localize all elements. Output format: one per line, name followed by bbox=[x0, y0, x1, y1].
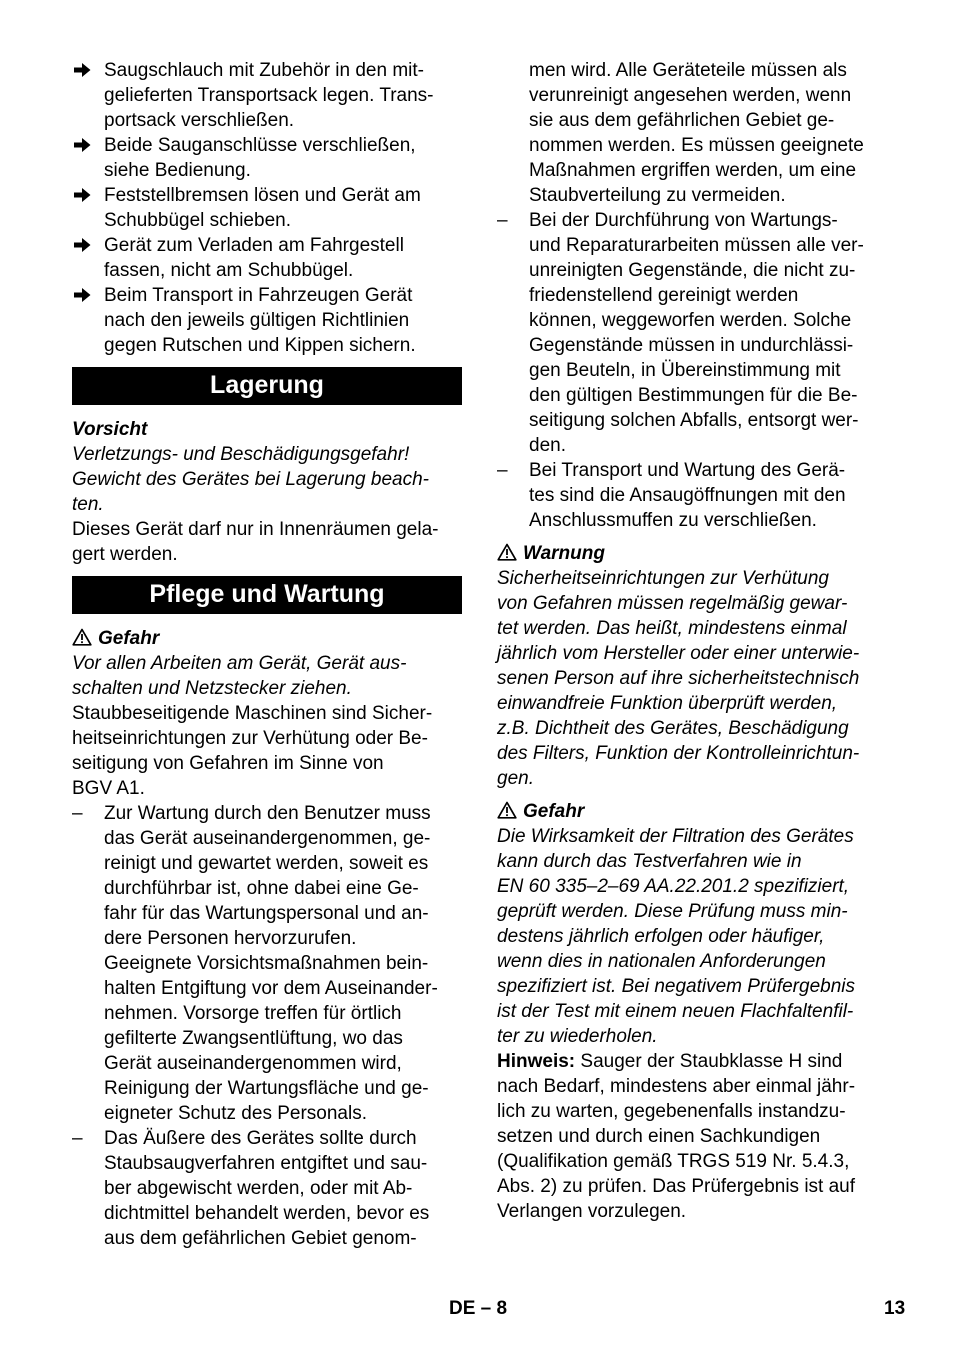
instruction-step bbox=[72, 233, 462, 283]
text-line: Beide Sauganschlüsse verschließen, bbox=[104, 135, 416, 156]
text-line: men wird. Alle Geräteteile müssen als bbox=[529, 60, 847, 81]
text-line: Geeignete Vorsichtsmaßnahmen bein- bbox=[104, 953, 429, 974]
text-line: schalten und Netzstecker ziehen. bbox=[72, 678, 352, 699]
text-line: lich zu warten, gegebenenfalls instandzu- bbox=[497, 1101, 846, 1122]
text-line: gen Beuteln, in Übereinstimmung mit bbox=[529, 360, 841, 381]
note-label: Hinweis: bbox=[497, 1051, 576, 1072]
text-line: aus dem gefährlichen Gebiet genom- bbox=[104, 1228, 417, 1249]
warning-heading bbox=[497, 541, 887, 566]
text-line: seitigung von Gefahren im Sinne von bbox=[72, 753, 384, 774]
text-line: den. bbox=[529, 435, 566, 456]
text-line: ist der Test mit einem neuen Flachfaltenfil- bbox=[497, 1001, 854, 1022]
right-column bbox=[497, 58, 887, 1224]
danger-heading bbox=[497, 799, 887, 824]
text-line: seitigung solchen Abfalls, entsorgt wer- bbox=[529, 410, 859, 431]
text-line: Gegenstände müssen in undurchlässi- bbox=[529, 335, 854, 356]
text-line: Staubbeseitigende Maschinen sind Sicher- bbox=[72, 703, 433, 724]
text-line: heitseinrichtungen zur Verhütung oder Be- bbox=[72, 728, 428, 749]
instruction-text bbox=[104, 58, 462, 133]
text-line: ten. bbox=[72, 494, 104, 515]
list-item bbox=[72, 1126, 462, 1251]
arrow-right-icon bbox=[74, 233, 91, 258]
page-number: 13 bbox=[884, 1298, 906, 1319]
text-line: Reinigung der Wartungsfläche und ge- bbox=[104, 1078, 429, 1099]
text-line: portsack verschließen. bbox=[104, 110, 295, 131]
text-line: nach den jeweils gültigen Richtlinien bbox=[104, 310, 410, 331]
caution-text bbox=[72, 442, 462, 517]
text-line: tes sind die Ansaugöffnungen mit den bbox=[529, 485, 846, 506]
instruction-text bbox=[104, 233, 462, 283]
text-line: Die Wirksamkeit der Filtration des Gerätes bbox=[497, 826, 854, 847]
danger-label: Gefahr bbox=[523, 801, 585, 822]
text-line: Gewicht des Gerätes bei Lagerung beach- bbox=[72, 469, 429, 490]
text-line: Verlangen vorzulegen. bbox=[497, 1201, 687, 1222]
section-heading-pflege: Pflege und Wartung bbox=[72, 576, 462, 614]
arrow-right-icon bbox=[74, 133, 91, 158]
text-line: tet werden. Das heißt, mindestens einmal bbox=[497, 618, 847, 639]
text-line: Gerät auseinandergenommen wird, bbox=[104, 1053, 402, 1074]
text-line: eigneter Schutz des Personals. bbox=[104, 1103, 367, 1124]
warning-triangle-icon bbox=[72, 628, 92, 646]
text-line: fahr für das Wartungspersonal und an- bbox=[104, 903, 429, 924]
text-line: Bei Transport und Wartung des Gerä- bbox=[529, 460, 846, 481]
text-line: und Reparaturarbeiten müssen alle ver- bbox=[529, 235, 864, 256]
text-line: spezifiziert ist. Bei negativem Prüfergebnis bbox=[497, 976, 855, 997]
text-line: des Filters, Funktion der Kontrolleinrichtun- bbox=[497, 743, 860, 764]
list-item bbox=[497, 208, 887, 458]
warning-text bbox=[497, 566, 887, 791]
list-item bbox=[72, 801, 462, 1126]
maintenance-intro bbox=[72, 701, 462, 801]
text-line: senen Person auf ihre sicherheitstechnisch bbox=[497, 668, 860, 689]
text-line: Bei der Durchführung von Wartungs- bbox=[529, 210, 838, 231]
text-line: Staubsaugverfahren entgiftet und sau- bbox=[104, 1153, 428, 1174]
text-line: nommen werden. Es müssen geeignete bbox=[529, 135, 864, 156]
text-line: gert werden. bbox=[72, 544, 178, 565]
text-line: wenn dies in nationalen Anforderungen bbox=[497, 951, 826, 972]
text-line: siehe Bedienung. bbox=[104, 160, 251, 181]
dash-marker: – bbox=[72, 1128, 83, 1149]
instruction-text bbox=[104, 183, 462, 233]
text-line: Staubverteilung zu vermeiden. bbox=[529, 185, 786, 206]
text-line: Verletzungs- und Beschädigungsgefahr! bbox=[72, 444, 410, 465]
text-line: destens jährlich erfolgen oder häufiger, bbox=[497, 926, 825, 947]
text-line: geprüft werden. Diese Prüfung muss min- bbox=[497, 901, 848, 922]
text-line: friedenstellend gereinigt werden bbox=[529, 285, 799, 306]
danger-heading bbox=[72, 626, 462, 651]
danger-text bbox=[72, 651, 462, 701]
text-line: ter zu wiederholen. bbox=[497, 1026, 658, 1047]
text-line: Saugschlauch mit Zubehör in den mit- bbox=[104, 60, 424, 81]
note-first-line bbox=[497, 1049, 887, 1074]
instruction-text bbox=[104, 283, 462, 358]
storage-text bbox=[72, 517, 462, 567]
section-page-label: DE – 8 bbox=[449, 1298, 508, 1319]
text-line: einwandfreie Funktion überprüft werden, bbox=[497, 693, 838, 714]
text-line: Maßnahmen ergriffen werden, um eine bbox=[529, 160, 857, 181]
instruction-step bbox=[72, 283, 462, 358]
list-item-continued bbox=[497, 58, 887, 208]
warning-triangle-icon bbox=[497, 801, 517, 819]
text-line: Feststellbremsen lösen und Gerät am bbox=[104, 185, 421, 206]
arrow-right-icon bbox=[74, 283, 91, 308]
text-line: Beim Transport in Fahrzeugen Gerät bbox=[104, 285, 413, 306]
text-line: reinigt und gewartet werden, soweit es bbox=[104, 853, 429, 874]
caution-label: Vorsicht bbox=[72, 419, 148, 440]
instruction-step bbox=[72, 133, 462, 183]
arrow-right-icon bbox=[74, 58, 91, 83]
text-line: gen. bbox=[497, 768, 534, 789]
section-heading-lagerung: Lagerung bbox=[72, 367, 462, 405]
list-item-text bbox=[529, 58, 887, 208]
instruction-text bbox=[104, 133, 462, 183]
dash-marker: – bbox=[497, 210, 508, 231]
text-line: durchführbar ist, ohne dabei eine Ge- bbox=[104, 878, 419, 899]
text-line: Anschlussmuffen zu verschließen. bbox=[529, 510, 817, 531]
text-line: dichtmittel behandelt werden, bevor es bbox=[104, 1203, 430, 1224]
note-text bbox=[497, 1074, 887, 1224]
arrow-right-icon bbox=[74, 183, 91, 208]
text-line: nehmen. Vorsorge treffen für örtlich bbox=[104, 1003, 402, 1024]
left-column bbox=[72, 58, 462, 1251]
text-line: Vor allen Arbeiten am Gerät, Gerät aus- bbox=[72, 653, 407, 674]
dash-marker: – bbox=[497, 460, 508, 481]
text-line: BGV A1. bbox=[72, 778, 145, 799]
list-item-text bbox=[104, 1126, 462, 1251]
text-line: setzen und durch einen Sachkundigen bbox=[497, 1126, 821, 1147]
text-line: kann durch das Testverfahren wie in bbox=[497, 851, 802, 872]
list-item-text bbox=[529, 208, 887, 458]
text-line: gefilterte Zwangsentlüftung, wo das bbox=[104, 1028, 403, 1049]
warning-label: Warnung bbox=[523, 543, 605, 564]
text-line: verunreinigt angesehen werden, wenn bbox=[529, 85, 852, 106]
text-line: jährlich vom Hersteller oder einer unterwie- bbox=[497, 643, 860, 664]
text-line: sie aus dem gefährlichen Gebiet ge- bbox=[529, 110, 835, 131]
text-line: Gerät zum Verladen am Fahrgestell bbox=[104, 235, 404, 256]
text-line: gegen Rutschen und Kippen sichern. bbox=[104, 335, 416, 356]
text-line: (Qualifikation gemäß TRGS 519 Nr. 5.4.3, bbox=[497, 1151, 850, 1172]
text-line: Dieses Gerät darf nur in Innenräumen gela- bbox=[72, 519, 439, 540]
text-line: können, weggeworfen werden. Solche bbox=[529, 310, 852, 331]
text-line: von Gefahren müssen regelmäßig gewar- bbox=[497, 593, 848, 614]
text-line: z.B. Dichtheit des Gerätes, Beschädigung bbox=[497, 718, 849, 739]
list-item-text bbox=[104, 801, 462, 1126]
instruction-step bbox=[72, 58, 462, 133]
text-line: EN 60 335–2–69 AA.22.201.2 spezifiziert, bbox=[497, 876, 850, 897]
text-line: Sicherheitseinrichtungen zur Verhütung bbox=[497, 568, 829, 589]
text-line: Zur Wartung durch den Benutzer muss bbox=[104, 803, 431, 824]
text-line: halten Entgiftung vor dem Auseinander- bbox=[104, 978, 438, 999]
transport-steps bbox=[72, 58, 462, 358]
danger-text bbox=[497, 824, 887, 1049]
text-line: Abs. 2) zu prüfen. Das Prüfergebnis ist auf bbox=[497, 1176, 856, 1197]
warning-triangle-icon bbox=[497, 543, 517, 561]
text-line: Schubbügel schieben. bbox=[104, 210, 291, 231]
text-line: Das Äußere des Gerätes sollte durch bbox=[104, 1128, 417, 1149]
dash-marker: – bbox=[72, 803, 83, 824]
text-line: das Gerät auseinandergenommen, ge- bbox=[104, 828, 431, 849]
text-line: den gültigen Bestimmungen für die Be- bbox=[529, 385, 858, 406]
list-item bbox=[497, 458, 887, 533]
list-item-text bbox=[529, 458, 887, 533]
text-line: unreinigten Gegenstände, die nicht zu- bbox=[529, 260, 856, 281]
text-line: dere Personen hervorzurufen. bbox=[104, 928, 357, 949]
note-text-start: Sauger der Staubklasse H sind bbox=[575, 1051, 843, 1072]
text-line: ber abgewischt werden, oder mit Ab- bbox=[104, 1178, 413, 1199]
danger-label: Gefahr bbox=[98, 628, 160, 649]
text-line: fassen, nicht am Schubbügel. bbox=[104, 260, 354, 281]
text-line: gelieferten Transportsack legen. Trans- bbox=[104, 85, 434, 106]
instruction-step bbox=[72, 183, 462, 233]
text-line: nach Bedarf, mindestens aber einmal jähr- bbox=[497, 1076, 856, 1097]
